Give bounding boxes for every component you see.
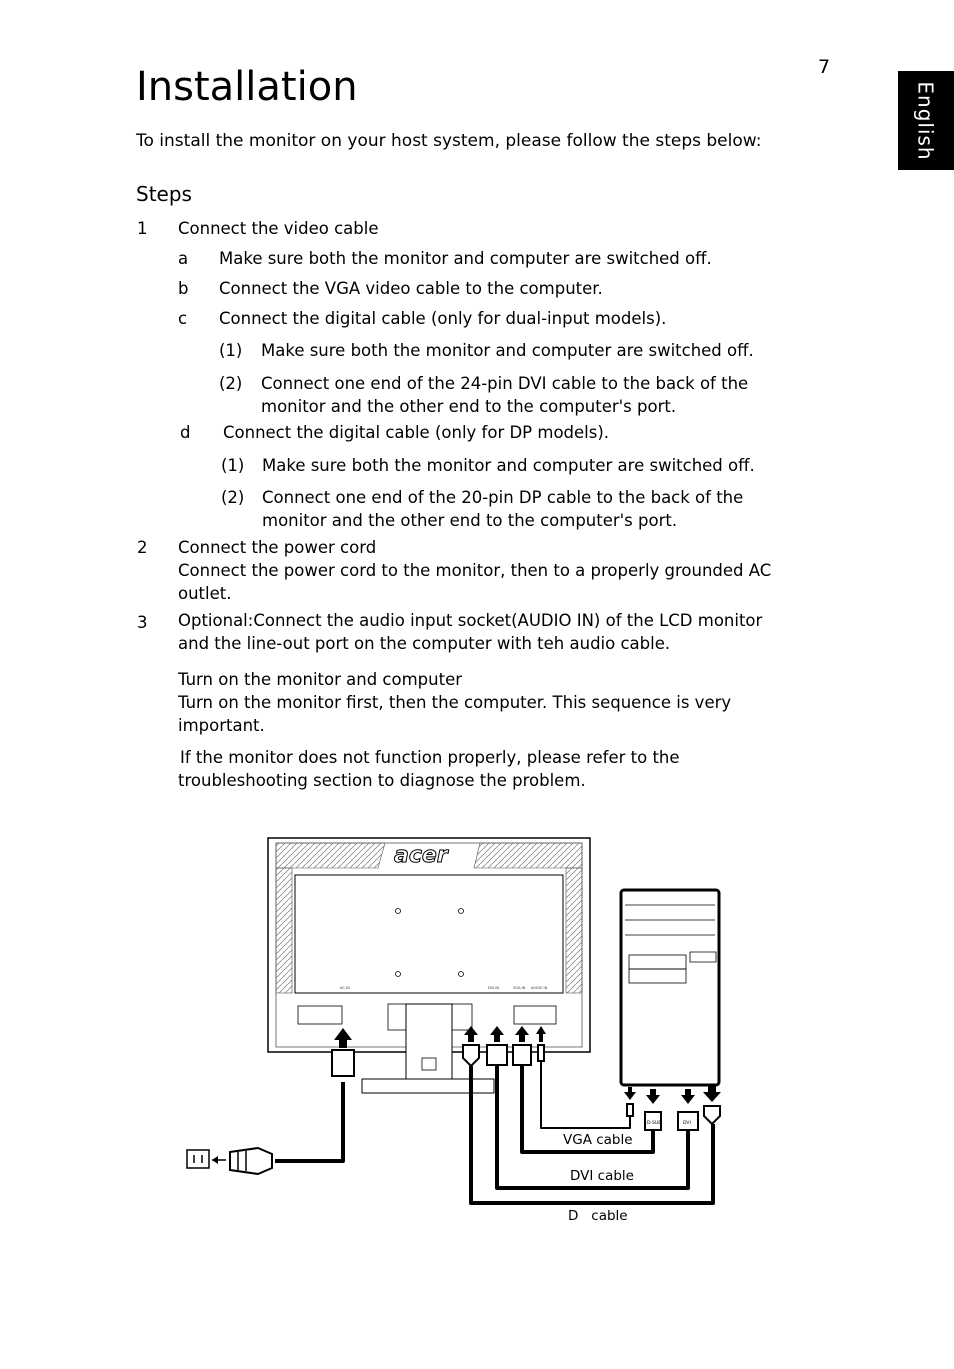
page-number: 7 bbox=[818, 56, 831, 78]
pc-port-dvi-label: DVI bbox=[683, 1121, 691, 1126]
step-1b-text: Connect the VGA video cable to the computer. bbox=[219, 279, 603, 298]
audio-cable bbox=[541, 1062, 630, 1128]
step-5-line2: troubleshooting section to diagnose the problem. bbox=[178, 771, 586, 790]
step-1a-label: a bbox=[178, 249, 189, 268]
dvi-plug bbox=[487, 1045, 507, 1065]
step-1d2-line1: Connect one end of the 20-pin DP cable to the back of the bbox=[262, 488, 744, 507]
intro-text: To install the monitor on your host system, please follow the steps below: bbox=[136, 131, 762, 151]
step-1b-label: b bbox=[178, 279, 189, 298]
vga-cable-label: VGA cable bbox=[563, 1132, 633, 1148]
panel-label-vga-in: VGA-IN bbox=[513, 986, 526, 990]
pc-connectors bbox=[627, 1104, 720, 1130]
steps-heading: Steps bbox=[136, 182, 192, 206]
wall-outlet-icon bbox=[187, 1150, 226, 1168]
step-1d1-text: Make sure both the monitor and computer are switched off. bbox=[262, 456, 755, 475]
step-1c1-text: Make sure both the monitor and computer are switched off. bbox=[261, 341, 754, 360]
step-1d2-line2: monitor and the other end to the computer's port. bbox=[262, 511, 678, 530]
step-1d-label: d bbox=[180, 423, 191, 442]
step-1d-text: Connect the digital cable (only for DP models). bbox=[223, 423, 610, 442]
step-2-title: Connect the power cord bbox=[178, 538, 377, 557]
step-4-line1: Turn on the monitor first, then the computer. This sequence is very bbox=[178, 693, 732, 712]
audio-plug bbox=[538, 1045, 544, 1061]
pc-dp-connector bbox=[704, 1106, 720, 1124]
step-3-line1: Optional:Connect the audio input socket(AUDIO IN) of the LCD monitor bbox=[178, 611, 763, 630]
step-1c2-label: (2) bbox=[219, 374, 243, 393]
step-2-line1: Connect the power cord to the monitor, then to a properly grounded AC bbox=[178, 561, 772, 580]
step-1c-label: c bbox=[178, 309, 188, 328]
step-1-text: Connect the video cable bbox=[178, 219, 379, 238]
dp-cable-label: D cable bbox=[568, 1208, 628, 1224]
panel-label-audio-in: AUDIO IN bbox=[531, 986, 548, 990]
step-2-line2: outlet. bbox=[178, 584, 232, 603]
step-4-line2: important. bbox=[178, 716, 265, 735]
panel-label-dvi-in: DVI-IN bbox=[488, 986, 499, 990]
step-2-number: 2 bbox=[137, 538, 148, 557]
step-1d2-label: (2) bbox=[221, 488, 245, 507]
pc-arrows bbox=[624, 1086, 721, 1104]
step-1a-text: Make sure both the monitor and computer are switched off. bbox=[219, 249, 712, 268]
step-3-number: 3 bbox=[137, 613, 148, 632]
step-5-line1: If the monitor does not function properly, please refer to the bbox=[180, 748, 680, 767]
language-tab-label: English bbox=[914, 80, 938, 161]
power-cable bbox=[275, 1082, 343, 1161]
power-plug bbox=[332, 1050, 354, 1076]
pc-port-dsub-label: D-SUB bbox=[647, 1121, 662, 1126]
step-1c1-label: (1) bbox=[219, 341, 243, 360]
dvi-cable-label: DVI cable bbox=[570, 1168, 634, 1184]
pc-tower bbox=[621, 890, 719, 1085]
step-1-number: 1 bbox=[137, 219, 148, 238]
step-1d1-label: (1) bbox=[221, 456, 245, 475]
dp-plug bbox=[463, 1045, 479, 1066]
acer-logo: acer bbox=[394, 843, 448, 868]
vga-plug bbox=[513, 1045, 531, 1065]
step-1c-text: Connect the digital cable (only for dual-input models). bbox=[219, 309, 667, 328]
step-1c2-line1: Connect one end of the 24-pin DVI cable to the back of the bbox=[261, 374, 749, 393]
power-plug-icon bbox=[230, 1148, 272, 1174]
step-3-line2: and the line-out port on the computer with teh audio cable. bbox=[178, 634, 671, 653]
step-1c2-line2: monitor and the other end to the computer's port. bbox=[261, 397, 677, 416]
page-title: Installation bbox=[136, 64, 358, 110]
panel-label-ac-in: AC-IN bbox=[340, 986, 350, 990]
step-4-title: Turn on the monitor and computer bbox=[178, 670, 463, 689]
